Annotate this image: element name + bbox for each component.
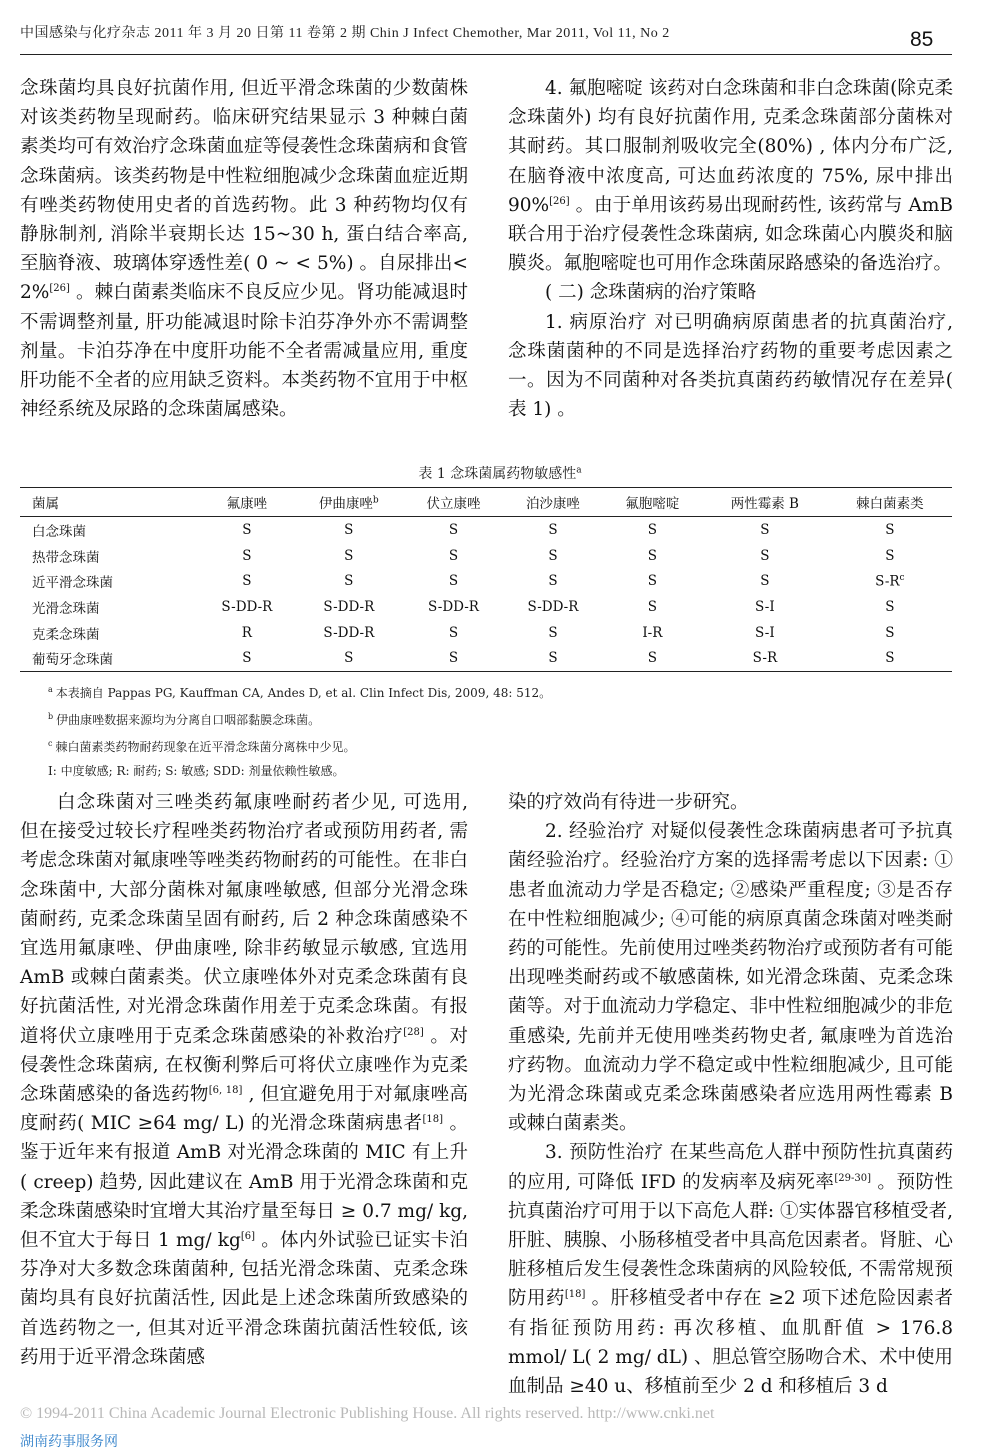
column-header: 泊沙康唑 — [525, 496, 580, 512]
right-column-bottom — [508, 788, 953, 1401]
table-header-row — [20, 488, 952, 517]
column-header: 氟胞嘧啶 — [625, 496, 680, 512]
table-cell: R — [241, 624, 252, 641]
table-cell: S — [242, 547, 252, 564]
table-cell: S — [448, 573, 459, 590]
table-note: $^a$ 本表摘自 Pappas PG, Kauffman CA, Andes D, et al. Clin Infect Dis, 2009, 48: 512。 — [48, 685, 552, 700]
table-cell: S — [548, 547, 558, 564]
section-heading: 4. 氟胞嘧啶 — [545, 78, 643, 99]
left-column-top — [20, 74, 468, 424]
column-header: 两性霉素 B — [730, 496, 799, 512]
paragraph: 白念珠菌对三唑类药氟康唑耐药者少见, 可选用, 但在接受过较长疗程唑类药物治疗者或预防用药者, 需考虑念珠菌对氟康唑等唑类药物耐药的可能性。在非白念珠菌中, 大部分菌株对氟康唑敏感, 但部分光滑念珠菌耐药, 克柔念珠菌呈固有耐药, 后 2 种念珠菌感染不宜选用氟康唑、伊曲康唑, 除非药敏显示敏感, 宜选用 AmB 或棘白菌素类。伏立康唑体外对克柔念珠菌有良好抗菌活性, 对光滑念珠菌作用差于克柔念珠菌。有报道将伏立康唑用于克柔念珠菌感染的补救治疗[28] 。对侵袭性念珠菌病, 在权衡利弊后可将伏立康唑作为克柔念珠菌感染的备选药物[6, 18] , 但宜避免用于对氟康唑高度耐药( MIC ≥64 mg/ L) 的光滑念珠菌病患者[18] 。鉴于近年来有报道 AmB 对光滑念珠菌的 MIC 有上升( creep) 趋势, 因此建议在 AmB 用于光滑念珠菌和克柔念珠菌感染时宜增大其治疗量至每日 ≥ 0.7 mg/ kg, 但不宜大于每日 1 mg/ kg[6] 。体内外试验已证实卡泊芬净对大多数念珠菌菌种, 包括光滑念珠菌、克柔念珠菌均具有良好抗菌活性, 因此是上述念珠菌所致感染的首选药物之一, 但其对近平滑念珠菌抗菌活性较低, 该药用于近平滑念珠菌感 — [20, 792, 468, 1368]
column-header: 菌属 — [32, 496, 59, 512]
subsection-heading: ( 二) 念珠菌病的治疗策略 — [545, 282, 757, 304]
right-column-top — [508, 74, 953, 424]
table-row — [20, 568, 952, 594]
susceptibility-table — [20, 487, 952, 672]
citation[interactable]: [26] — [49, 283, 70, 295]
brand-watermark: 湖南药事服务网 — [20, 1434, 118, 1450]
table-cell: S — [548, 624, 558, 641]
citation[interactable]: [6, 18] — [208, 1084, 243, 1096]
column-header: 伊曲康唑$^b$ — [318, 495, 379, 512]
table-cell: S — [760, 521, 770, 538]
table-cell: S — [344, 573, 354, 590]
citation[interactable]: [28] — [403, 1026, 424, 1038]
table-cell: S — [448, 624, 459, 641]
table-note: I: 中度敏感; R: 耐药; S: 敏感; SDD: 剂量依赖性敏感。 — [48, 764, 345, 778]
citation[interactable]: [29-30] — [834, 1172, 872, 1184]
paragraph: 2. 经验治疗 对疑似侵袭性念珠菌病患者可予抗真菌经验治疗。经验治疗方案的选择需考虑以下因素: ①患者血流动力学是否稳定; ②感染严重程度; ③是否存在中性粒细胞减少; ④可能的病原真菌念珠菌对唑类耐药的可能性。先前使用过唑类药物治疗或预防者有可能出现唑类耐药或不敏感菌株, 如光滑念珠菌、克柔念珠菌等。对于血流动力学稳定、非中性粒细胞减少的非危重感染, 先前并无使用唑类药物史者, 氟康唑为首选治疗药物。血流动力学不稳定或中性粒细胞减少, 且可能为光滑念珠菌或克柔念珠菌感染者应选用两性霉素 B 或棘白菌素类。 — [508, 821, 953, 1135]
table-cell: S-DD-R — [527, 598, 579, 615]
table-row — [20, 620, 952, 646]
table-cell: S-R — [752, 650, 778, 667]
table-cell: 热带念珠菌 — [32, 549, 100, 566]
table-cell: S — [885, 624, 895, 641]
table-note: $^c$ 棘白菌素类药物耐药现象在近平滑念珠菌分离株中少见。 — [48, 739, 356, 754]
table-cell: S — [242, 650, 252, 667]
table-row — [20, 594, 952, 620]
table-row — [20, 645, 952, 671]
running-header: 中国感染与化疗杂志 2011 年 3 月 20 日第 11 卷第 2 期 Chin J Infect Chemother, Mar 2011, Vol 11, No 2 — [20, 26, 670, 41]
table-cell: S — [242, 521, 252, 538]
table-cell: S — [448, 650, 459, 667]
table-cell: S — [344, 650, 354, 667]
table-cell: S — [647, 521, 657, 538]
table-cell: S — [647, 650, 657, 667]
column-header: 棘白菌素类 — [856, 496, 924, 512]
table-cell: S — [448, 521, 459, 538]
citation[interactable]: [18] — [564, 1289, 586, 1301]
table-notes — [48, 678, 948, 783]
table-cell: S — [760, 573, 770, 590]
table-cell: S — [448, 547, 459, 564]
table-cell: 葡萄牙念珠菌 — [32, 652, 113, 669]
paragraph: 染的疗效尚有待进一步研究。 — [508, 792, 749, 813]
table-cell: S — [885, 650, 895, 667]
table-cell: S — [885, 521, 895, 538]
left-column-bottom — [20, 788, 468, 1372]
table-cell: S-I — [755, 624, 775, 641]
table-cell: S — [647, 547, 657, 564]
table-cell: S — [548, 573, 558, 590]
table-cell: 白念珠菌 — [32, 523, 86, 540]
table-cell: S — [344, 547, 354, 564]
table-cell: I-R — [642, 624, 663, 641]
table-cell: S — [242, 573, 252, 590]
table-cell: $S-R^c$ — [875, 572, 905, 590]
table-cell: S — [548, 521, 558, 538]
table-cell: 近平滑念珠菌 — [32, 575, 113, 592]
column-header: 氟康唑 — [226, 496, 268, 512]
table-cell: S-DD-R — [323, 624, 375, 641]
copyright-watermark: © 1994-2011 China Academic Journal Electronic Publishing House. All rights reserved. http://www.cnki.net — [20, 1405, 715, 1422]
paragraph: 3. 预防性治疗 在某些高危人群中预防性抗真菌药的应用, 可降低 IFD 的发病率及病死率[29-30] 。预防性抗真菌治疗可用于以下高危人群: ①实体器官移植受者, 肝脏、胰腺、小肠移植受者中具高危因素者。肾脏、心脏移植后发生侵袭性念珠菌病的风险较低, 不需常规预防用药[18] 。肝移植受者中存在 ≥2 项下述危险因素者有指征预防用药: 再次移植、血肌酐值 > 176.8 mmol/ L( 2 mg/ dL) 、胆总管空肠吻合术、术中使用血制品 ≥40 u、移植前至少 2 d 和移植后 3 d — [508, 1142, 954, 1398]
table-cell: S — [647, 598, 657, 615]
table-cell: S-DD-R — [428, 598, 479, 615]
table-note: $^b$ 伊曲康唑数据来源均为分离自口咽部黏膜念珠菌。 — [48, 712, 321, 727]
table-cell: 光滑念珠菌 — [32, 600, 100, 617]
paragraph: 念珠菌均具良好抗菌作用, 但近平滑念珠菌的少数菌株对该类药物呈现耐药。临床研究结果显示 3 种棘白菌素类均可有效治疗念珠菌血症等侵袭性念珠菌病和食管念珠菌病。该类药物是中性粒细胞减少念珠菌血症近期有唑类药物使用史者的首选药物。此 3 种药物均仅有静脉制剂, 消除半衰期长达 15~30 h, 蛋白结合率高, 至脑脊液、玻璃体穿透性差( 0 ~ < 5%) 。自尿排出< 2%[26] 。棘白菌素类临床不良反应少见。肾功能减退时不需调整剂量, 肝功能减退时除卡泊芬净外亦不需调整剂量。卡泊芬净在中度肝功能不全者需减量应用, 重度肝功能不全者的应用缺乏资料。本类药物不宜用于中枢神经系统及尿路的念珠菌属感染。 — [20, 78, 468, 421]
table-cell: S-I — [755, 598, 775, 615]
table-cell: 克柔念珠菌 — [32, 626, 100, 643]
table-cell: S — [885, 547, 895, 564]
paragraph: 4. 氟胞嘧啶 该药对白念珠菌和非白念珠菌(除克柔念珠菌外) 均有良好抗菌作用, 克柔念珠菌部分菌株对其耐药。其口服制剂吸收完全(80%) , 体内分布广泛, 在脑脊液中浓度高, 可达血药浓度的 75%, 尿中排出 90%[26] 。由于单用该药易出现耐药性, 该药常与 AmB 联合用于治疗侵袭性念珠菌病, 如念珠菌心内膜炎和脑膜炎。氟胞嘧啶也可用作念珠菌尿路感染的备选治疗。 — [508, 78, 953, 275]
table-row — [20, 517, 952, 543]
table-row — [20, 543, 952, 569]
table-cell: S-DD-R — [323, 598, 375, 615]
column-header: 伏立康唑 — [426, 496, 481, 512]
citation[interactable]: [18] — [422, 1114, 444, 1126]
page-number: 85 — [910, 28, 934, 51]
table-cell: S — [885, 598, 895, 615]
table-cell: S — [344, 521, 354, 538]
header-rule — [20, 54, 952, 55]
table-caption: 表 1 念珠菌属药物敏感性$^a$ — [418, 465, 582, 482]
citation[interactable]: [26] — [549, 195, 570, 207]
citation[interactable]: [6] — [240, 1230, 256, 1242]
table-cell: S — [548, 650, 558, 667]
table-cell: S — [647, 573, 657, 590]
table-cell: S-DD-R — [221, 598, 273, 615]
table-cell: S — [760, 547, 770, 564]
paragraph: 1. 病原治疗 对已明确病原菌患者的抗真菌治疗, 念珠菌菌种的不同是选择治疗药物的重要考虑因素之一。因为不同菌种对各类抗真菌药药敏情况存在差异( 表 1) 。 — [508, 311, 953, 421]
